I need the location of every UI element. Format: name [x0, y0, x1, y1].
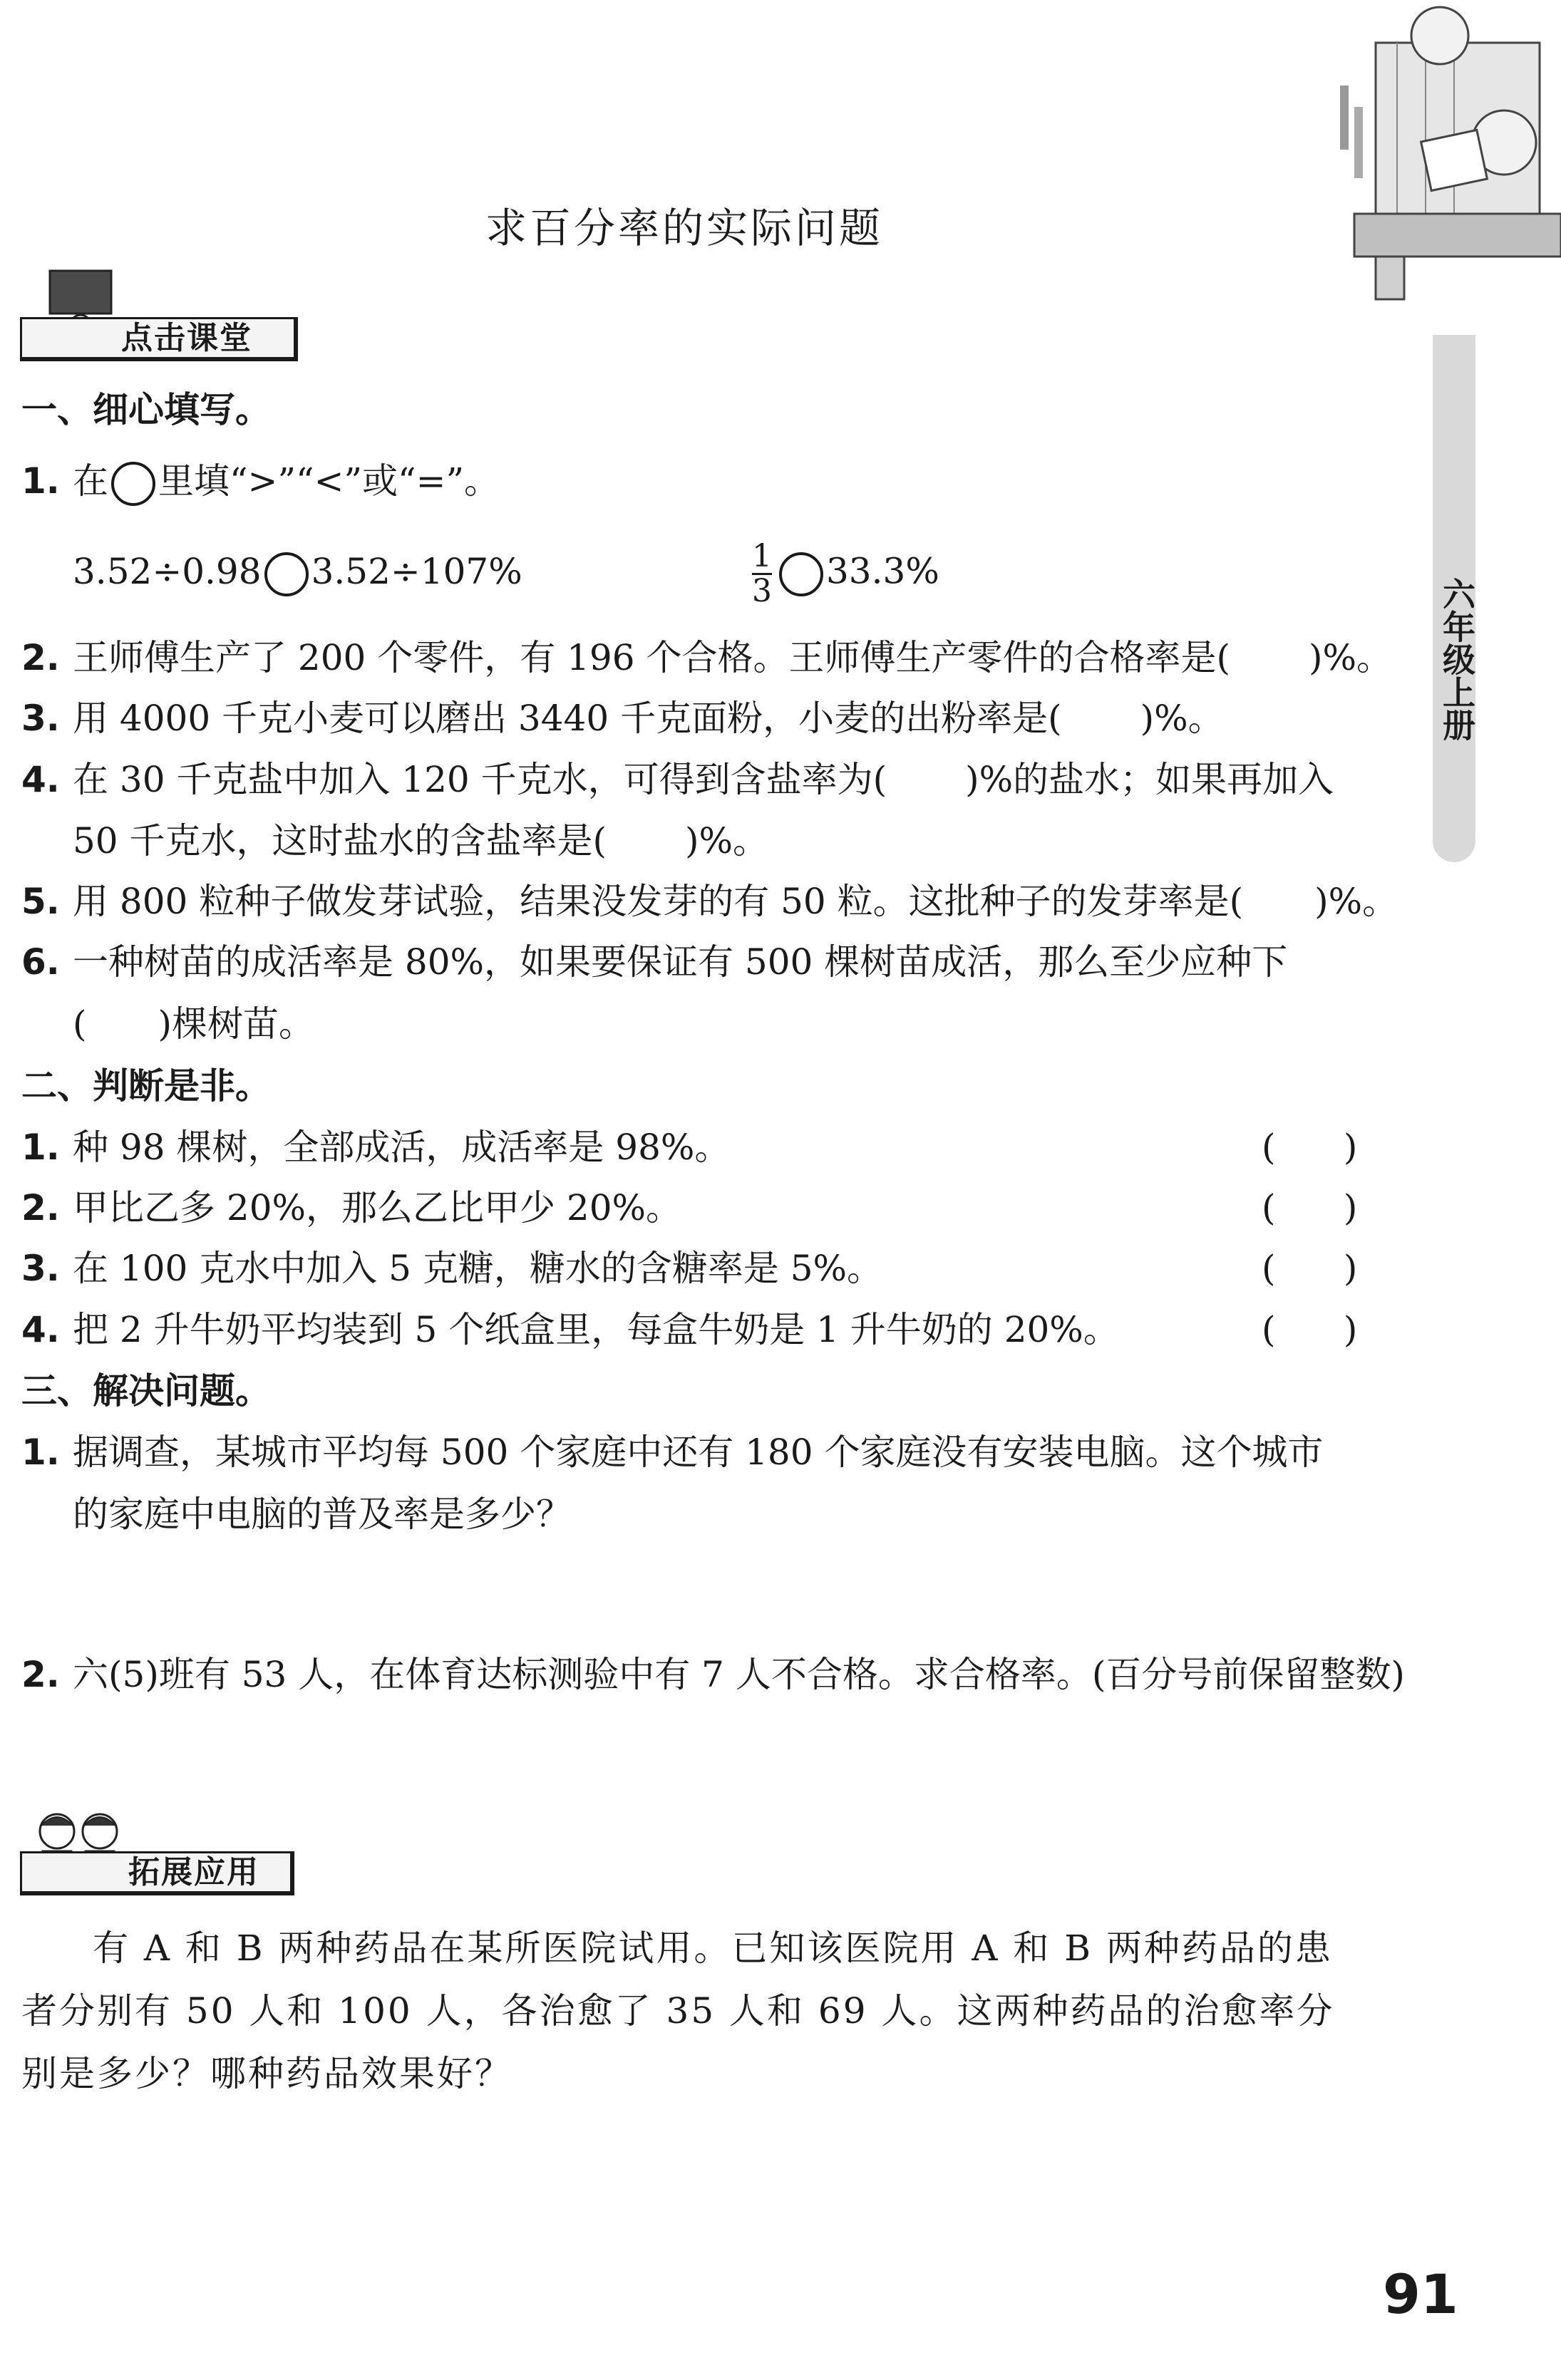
- question-number: 3.: [21, 1248, 60, 1289]
- question-number: 3.: [21, 698, 60, 739]
- question-1-6-cont: [21, 1003, 314, 1045]
- question-text: 一种树苗的成活率是 80%，如果要保证有 500 棵树苗成活，那么至少应种下: [73, 941, 1288, 983]
- judge-answer-parens[interactable]: ( ): [1262, 1248, 1358, 1289]
- question-text: 用 800 粒种子做发芽试验，结果没发芽的有 50 粒。这批种子的发芽率是(: [73, 881, 1244, 922]
- question-1-1-expr1: [73, 550, 522, 596]
- question-text: 在 100 克水中加入 5 克糖，糖水的含糖率是 5%。: [73, 1248, 883, 1289]
- question-number: 1.: [21, 1127, 60, 1168]
- question-1-2: [21, 636, 1392, 679]
- question-text: )%。: [685, 820, 769, 862]
- judge-answer-parens[interactable]: ( ): [1262, 1127, 1358, 1168]
- question-text: )棵树苗。: [158, 1003, 315, 1045]
- question-number: 5.: [21, 881, 60, 922]
- question-1-6: [21, 941, 1287, 983]
- question-1-4-cont: [21, 819, 768, 862]
- compare-circle[interactable]: [779, 552, 823, 596]
- question-number: 1.: [21, 1432, 60, 1473]
- question-number: 6.: [21, 941, 60, 983]
- question-text: 种 98 棵树，全部成活，成活率是 98%。: [73, 1127, 731, 1168]
- question-text: 把 2 升牛奶平均装到 5 个纸盒里，每盒牛奶是 1 升牛奶的 20%。: [73, 1309, 1119, 1350]
- question-number: 4.: [21, 1309, 60, 1350]
- judge-item: [21, 1126, 730, 1169]
- judge-item: [21, 1186, 681, 1229]
- question-text: 的家庭中电脑的普及率是多少？: [73, 1494, 572, 1535]
- question-text: 王师傅生产了 200 个零件，有 196 个合格。王师傅生产零件的合格率是(: [73, 637, 1230, 678]
- question-text: )%。: [1140, 698, 1224, 739]
- fraction-numerator: 1: [752, 538, 772, 574]
- judge-answer-parens[interactable]: ( ): [1262, 1309, 1358, 1350]
- page-title: 求百分率的实际问题: [485, 204, 883, 252]
- compare-circle[interactable]: [264, 552, 309, 596]
- expression-right: 3.52÷107%: [311, 551, 522, 592]
- banner-extension-label: 拓展应用: [128, 1854, 259, 1890]
- banner-classroom-label: 点击课堂: [121, 320, 252, 356]
- problem-3-1: [21, 1431, 1323, 1474]
- question-text: 甲比乙多 20%，那么乙比甲少 20%。: [73, 1187, 682, 1228]
- question-text: )%。: [1314, 881, 1398, 922]
- question-number: 2.: [21, 637, 60, 678]
- question-text: 据调查，某城市平均每 500 个家庭中还有 180 个家庭没有安装电脑。这个城市: [73, 1432, 1324, 1473]
- extension-problem-text: 有 A 和 B 两种药品在某所医院试用。已知该医院用 A 和 B 两种药品的患者分别有 50 人和 100 人，各治愈了 35 人和 69 人。这两种药品的治愈率分别是多少？哪种药品效果好？: [21, 1928, 1335, 2094]
- question-text: (: [73, 1003, 87, 1045]
- question-text: )%。: [1308, 637, 1392, 678]
- illustration-children-house: [1326, 0, 1561, 335]
- fraction-denominator: 3: [752, 573, 772, 609]
- question-1-1-expr2: [752, 540, 939, 608]
- question-text: 六(5)班有 53 人，在体育达标测验中有 7 人不合格。求合格率。(百分号前保留整数): [73, 1654, 1405, 1695]
- question-number: 4.: [21, 759, 60, 800]
- question-1-3: [21, 697, 1224, 740]
- question-1-4: [21, 758, 1334, 801]
- expression-right: 33.3%: [826, 550, 939, 592]
- section1-heading: 一、细心填写。: [21, 389, 271, 430]
- question-number: 1.: [21, 460, 60, 502]
- side-tab: [1433, 335, 1475, 862]
- answer-space[interactable]: [73, 1546, 1356, 1639]
- question-text: 用 4000 千克小麦可以磨出 3440 千克面粉，小麦的出粉率是(: [73, 698, 1062, 739]
- question-text: 50 千克水，这时盐水的含盐率是(: [73, 820, 607, 862]
- page-number: 91: [1383, 2262, 1458, 2326]
- question-1-5: [21, 880, 1398, 923]
- question-1-1: [21, 460, 500, 506]
- question-text: 在: [73, 460, 108, 502]
- question-number: 2.: [21, 1654, 60, 1695]
- section2-heading: 二、判断是非。: [21, 1065, 271, 1107]
- judge-answer-parens[interactable]: ( ): [1262, 1187, 1358, 1228]
- fraction: [752, 540, 772, 608]
- problem-3-2: [21, 1653, 1405, 1696]
- question-text: )%的盐水；如果再加入: [965, 759, 1334, 800]
- judge-item: [21, 1308, 1119, 1351]
- question-text: 在 30 千克盐中加入 120 千克水，可得到含盐率为(: [73, 759, 887, 800]
- answer-space[interactable]: [21, 2116, 1361, 2259]
- expression-left: 3.52÷0.98: [73, 551, 262, 592]
- answer-space[interactable]: [73, 1710, 1356, 1810]
- side-tab-label: 六年级上册: [1438, 577, 1476, 741]
- compare-circle[interactable]: [111, 462, 155, 506]
- question-number: 2.: [21, 1187, 60, 1228]
- question-text: 里填“>”“<”或“=”。: [158, 460, 500, 502]
- judge-item: [21, 1247, 882, 1290]
- problem-3-1-cont: [21, 1493, 572, 1536]
- section3-heading: 三、解决问题。: [21, 1370, 271, 1412]
